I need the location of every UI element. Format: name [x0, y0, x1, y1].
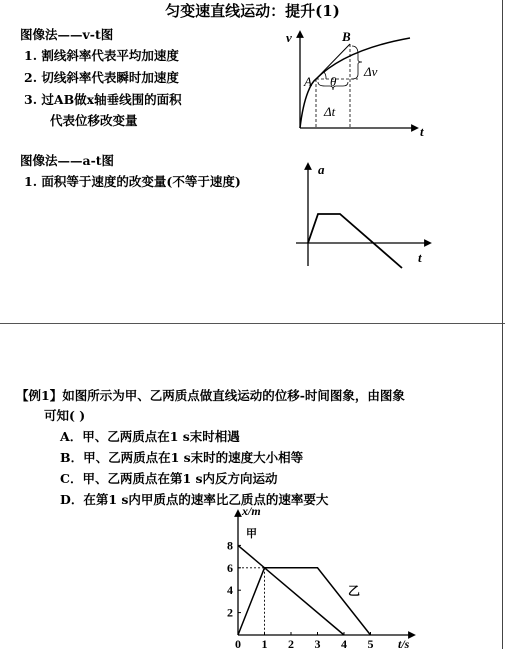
vt-dt-label: Δt [324, 104, 336, 119]
at-t-label: t [418, 250, 422, 265]
xt-ylabel: x/m [242, 505, 261, 518]
at-curve [308, 214, 402, 268]
y-tick-label: 4 [227, 583, 233, 598]
y-tick-label: 2 [227, 605, 233, 620]
vt-item-3-cont: 代表位移改变量 [50, 113, 138, 128]
vt-theta: θ [330, 74, 337, 89]
at-heading: 图像法——a-t图 [20, 153, 115, 168]
vt-dv-label: Δv [364, 64, 378, 79]
vt-angle-arc [324, 72, 326, 79]
xt-chart [220, 505, 420, 649]
x-tick-label: 1 [261, 637, 268, 649]
vt-item-2: 2. 切线斜率代表瞬时加速度 [24, 70, 179, 85]
option-a: A．甲、乙两质点在1 s末时相遇 [60, 429, 240, 444]
right-border [502, 0, 503, 649]
page-title: 匀变速直线运动：提升(1) [165, 2, 340, 20]
vt-point-b: B [342, 29, 351, 44]
option-b: B．甲、乙两质点在1 s末时的速度大小相等 [60, 450, 304, 465]
vt-t-label: t [420, 124, 424, 139]
vt-v-label: v [286, 30, 292, 45]
example-stem-line2: 可知( ) [44, 408, 86, 423]
vt-heading: 图像法——v-t图 [20, 27, 114, 42]
xt-xlabel: t/s [398, 637, 410, 649]
x-tick-label: 0 [235, 637, 241, 649]
series-jia-label: 甲 [246, 528, 257, 540]
slide-separator [0, 323, 505, 324]
series-yi-label: 乙 [348, 584, 361, 598]
y-tick-label: 6 [227, 560, 233, 575]
option-c: C．甲、乙两质点在第1 s内反方向运动 [60, 471, 278, 486]
option-d: D．在第1 s内甲质点的速率比乙质点的速率要大 [60, 492, 329, 507]
vt-graph [280, 24, 435, 144]
x-tick-label: 2 [288, 637, 294, 649]
vt-point-a: A [304, 74, 312, 89]
at-a-label: a [318, 162, 325, 177]
at-graph [290, 158, 440, 270]
vt-curve [300, 38, 410, 128]
vt-item-1: 1. 割线斜率代表平均加速度 [24, 48, 179, 63]
y-tick-label: 8 [227, 538, 233, 553]
example-stem-line1: 【例1】如图所示为甲、乙两质点做直线运动的位移-时间图象，由图象 [16, 388, 405, 403]
x-tick-label: 4 [341, 637, 347, 649]
x-tick-label: 3 [314, 637, 321, 649]
x-tick-label: 5 [367, 637, 374, 649]
series-jia-line [238, 545, 344, 635]
at-item-1: 1. 面积等于速度的改变量(不等于速度) [24, 174, 241, 189]
vt-item-3: 3. 过AB做x轴垂线围的面积 [24, 92, 182, 107]
